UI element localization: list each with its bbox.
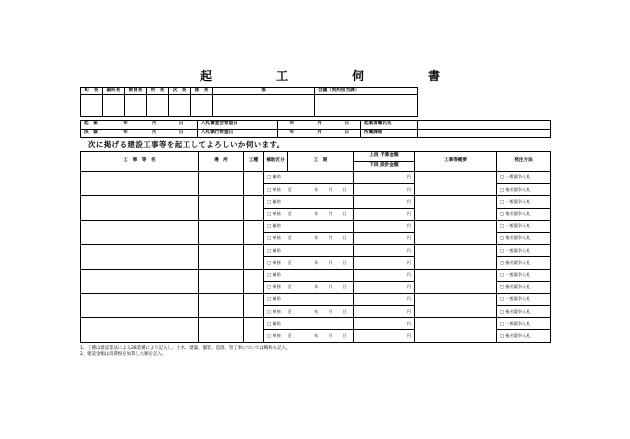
work-place-field[interactable]	[199, 196, 244, 220]
independent-checkbox[interactable]: □ 単独	[264, 281, 288, 293]
subsidy-checkbox[interactable]: □ 補助	[264, 196, 354, 208]
header-deputy-mayor: 副町長	[103, 88, 125, 95]
general-bid-checkbox[interactable]: □ 一般競争入札	[497, 269, 551, 281]
designated-bid-checkbox[interactable]: □ 指名競争入札	[497, 232, 551, 244]
period-to-label: 至	[287, 332, 292, 338]
work-name-field[interactable]	[81, 293, 199, 317]
design-amount[interactable]: 円	[354, 330, 415, 342]
period-to-label: 至	[287, 284, 292, 290]
stamp-cell[interactable]	[213, 95, 315, 117]
independent-checkbox[interactable]: □ 単独	[264, 208, 288, 220]
period-year: 年	[314, 308, 319, 314]
period-to-label: 至	[287, 186, 292, 192]
col-design-cost: 下段 設計金額	[354, 162, 415, 172]
general-bid-checkbox[interactable]: □ 一般競争入札	[497, 220, 551, 232]
work-type-field[interactable]	[244, 245, 264, 269]
work-place-field[interactable]	[199, 220, 244, 244]
period-to[interactable]	[288, 330, 354, 342]
independent-checkbox[interactable]: □ 単独	[264, 330, 288, 342]
period-month: 月	[328, 235, 333, 241]
period-to[interactable]	[288, 184, 354, 196]
budget-amount[interactable]: 円	[354, 220, 415, 232]
col-summary: 工事等概要	[415, 152, 497, 172]
subsidy-checkbox[interactable]: □ 補助	[264, 245, 354, 257]
work-name-field[interactable]	[81, 318, 199, 342]
budget-amount[interactable]: 円	[354, 269, 415, 281]
work-place-field[interactable]	[199, 318, 244, 342]
work-type-field[interactable]	[244, 220, 264, 244]
col-budget: 上段 予算金額	[354, 152, 415, 162]
draft-day[interactable]: 日	[168, 121, 195, 130]
work-row	[81, 318, 551, 330]
design-amount[interactable]: 円	[354, 208, 415, 220]
work-name-field[interactable]	[81, 269, 199, 293]
period-to[interactable]	[288, 306, 354, 318]
general-bid-checkbox[interactable]: □ 一般競争入札	[497, 172, 551, 184]
general-bid-checkbox[interactable]: □ 一般競争入札	[497, 196, 551, 208]
period-to-label: 至	[287, 308, 292, 314]
work-row	[81, 293, 551, 305]
independent-checkbox[interactable]: □ 単独	[264, 184, 288, 196]
period-day: 日	[342, 284, 347, 290]
budget-amount[interactable]: 円	[354, 245, 415, 257]
stamp-cell[interactable]	[125, 95, 147, 117]
work-summary-field[interactable]	[415, 318, 497, 342]
drafter-name-label: 起案者職氏名	[361, 121, 418, 130]
header-director: 所 長	[147, 88, 169, 95]
period-day: 日	[342, 332, 347, 338]
work-type-field[interactable]	[244, 172, 264, 196]
bid-exec-month[interactable]: 月	[306, 129, 334, 138]
bid-exec-day[interactable]: 日	[334, 129, 361, 138]
footnotes	[80, 346, 290, 358]
department-label: 所属課係	[361, 129, 418, 138]
work-name-field[interactable]	[81, 245, 199, 269]
work-summary-field[interactable]	[415, 245, 497, 269]
period-month: 月	[328, 284, 333, 290]
general-bid-checkbox[interactable]: □ 一般競争入札	[497, 245, 551, 257]
bid-exec-date-label: 入札執行希望日	[198, 129, 278, 138]
work-place-field[interactable]	[199, 269, 244, 293]
stamp-cell[interactable]	[103, 95, 125, 117]
period-year: 年	[314, 211, 319, 217]
work-row	[81, 245, 551, 257]
period-month: 月	[328, 186, 333, 192]
work-place-field[interactable]	[199, 172, 244, 196]
designated-bid-checkbox[interactable]: □ 指名競争入札	[497, 306, 551, 318]
period-to-label: 至	[287, 259, 292, 265]
work-summary-field[interactable]	[415, 269, 497, 293]
work-row	[81, 172, 551, 184]
draft-month[interactable]: 月	[141, 121, 168, 130]
draft-year[interactable]: 年	[111, 121, 141, 130]
subsidy-checkbox[interactable]: □ 補助	[264, 269, 354, 281]
header-deputy-director: 次 長	[169, 88, 191, 95]
approval-stamp-table	[80, 87, 418, 117]
design-amount[interactable]: 円	[354, 184, 415, 196]
request-statement: 次に掲げる建設工事等を起工してよろしいか伺います。	[88, 140, 285, 149]
approval-day[interactable]: 日	[168, 129, 195, 138]
bid-exec-year[interactable]: 年	[278, 129, 306, 138]
work-place-field[interactable]	[199, 293, 244, 317]
period-day: 日	[342, 211, 347, 217]
header-staff: 係	[213, 88, 315, 95]
work-row	[81, 269, 551, 281]
period-day: 日	[342, 186, 347, 192]
design-amount[interactable]: 円	[354, 232, 415, 244]
work-summary-field[interactable]	[415, 293, 497, 317]
header-consultation: 合議（契約担当課）	[315, 88, 418, 95]
work-place-field[interactable]	[199, 245, 244, 269]
work-name-field[interactable]	[81, 220, 199, 244]
col-work-name: 工 事 等 名	[81, 152, 199, 172]
period-to[interactable]	[288, 281, 354, 293]
budget-amount[interactable]: 円	[354, 318, 415, 330]
budget-amount[interactable]: 円	[354, 293, 415, 305]
footnote-2: 2、建設金額は消費税を加算した額を記入。	[80, 352, 167, 357]
bid-review-year[interactable]: 年	[278, 121, 306, 130]
approval-month[interactable]: 月	[141, 129, 168, 138]
bid-review-day[interactable]: 日	[334, 121, 361, 130]
period-to[interactable]	[288, 232, 354, 244]
budget-amount[interactable]: 円	[354, 172, 415, 184]
designated-bid-checkbox[interactable]: □ 指名競争入札	[497, 281, 551, 293]
work-row	[81, 196, 551, 208]
period-to[interactable]	[288, 208, 354, 220]
footnote-1: 1、工種は建設業法による28業種により記入し、土木、建築、舗装、造園、管工事については略称も記入。	[80, 346, 291, 351]
work-type-field[interactable]	[244, 293, 264, 317]
stamp-cell[interactable]	[147, 95, 169, 117]
design-amount[interactable]: 円	[354, 257, 415, 269]
period-year: 年	[314, 332, 319, 338]
subsidy-checkbox[interactable]: □ 補助	[264, 293, 354, 305]
subsidy-checkbox[interactable]: □ 補助	[264, 172, 354, 184]
work-type-field[interactable]	[244, 196, 264, 220]
work-summary-field[interactable]	[415, 172, 497, 196]
stamp-cell[interactable]	[81, 95, 103, 117]
designated-bid-checkbox[interactable]: □ 指名競争入札	[497, 208, 551, 220]
period-year: 年	[314, 259, 319, 265]
header-section-chief: 係 長	[191, 88, 213, 95]
col-place: 場 所	[199, 152, 244, 172]
designated-bid-checkbox[interactable]: □ 指名競争入札	[497, 330, 551, 342]
subsidy-checkbox[interactable]: □ 補助	[264, 220, 354, 232]
subsidy-checkbox[interactable]: □ 補助	[264, 318, 354, 330]
work-summary-field[interactable]	[415, 220, 497, 244]
period-to-label: 至	[287, 235, 292, 241]
period-year: 年	[314, 235, 319, 241]
department-field[interactable]	[418, 129, 551, 138]
period-month: 月	[328, 332, 333, 338]
stamp-cell[interactable]	[191, 95, 213, 117]
work-name-field[interactable]	[81, 196, 199, 220]
budget-amount[interactable]: 円	[354, 196, 415, 208]
period-to[interactable]	[288, 257, 354, 269]
col-period: 工 期	[288, 152, 354, 172]
independent-checkbox[interactable]: □ 単独	[264, 257, 288, 269]
approval-label: 決 裁	[81, 129, 111, 138]
period-to-label: 至	[287, 211, 292, 217]
work-type-field[interactable]	[244, 318, 264, 342]
bid-review-date-label: 入札審査会希望日	[198, 121, 278, 130]
independent-checkbox[interactable]: □ 単独	[264, 232, 288, 244]
general-bid-checkbox[interactable]: □ 一般競争入札	[497, 318, 551, 330]
work-name-field[interactable]	[81, 172, 199, 196]
work-row	[81, 220, 551, 232]
header-superintendent: 教育長	[125, 88, 147, 95]
designated-bid-checkbox[interactable]: □ 指名競争入札	[497, 184, 551, 196]
design-amount[interactable]: 円	[354, 306, 415, 318]
drafter-name-field[interactable]	[418, 121, 551, 130]
col-type: 工種	[244, 152, 264, 172]
period-month: 月	[328, 259, 333, 265]
general-bid-checkbox[interactable]: □ 一般競争入札	[497, 293, 551, 305]
design-amount[interactable]: 円	[354, 281, 415, 293]
col-method: 発注方法	[497, 152, 551, 172]
col-subsidy: 補助区分	[264, 152, 288, 172]
independent-checkbox[interactable]: □ 単独	[264, 306, 288, 318]
period-month: 月	[328, 211, 333, 217]
document-title: 起 工 伺 書	[200, 69, 467, 83]
period-day: 日	[342, 308, 347, 314]
stamp-cell[interactable]	[315, 95, 418, 117]
designated-bid-checkbox[interactable]: □ 指名競争入札	[497, 257, 551, 269]
work-summary-field[interactable]	[415, 196, 497, 220]
header-mayor: 町 長	[81, 88, 103, 95]
period-day: 日	[342, 259, 347, 265]
stamp-cell[interactable]	[169, 95, 191, 117]
draft-label: 起 案	[81, 121, 111, 130]
period-month: 月	[328, 308, 333, 314]
period-year: 年	[314, 284, 319, 290]
drafting-info-table	[80, 120, 551, 138]
work-type-field[interactable]	[244, 269, 264, 293]
approval-year[interactable]: 年	[111, 129, 141, 138]
period-year: 年	[314, 186, 319, 192]
bid-review-month[interactable]: 月	[306, 121, 334, 130]
works-table	[80, 151, 551, 343]
period-day: 日	[342, 235, 347, 241]
